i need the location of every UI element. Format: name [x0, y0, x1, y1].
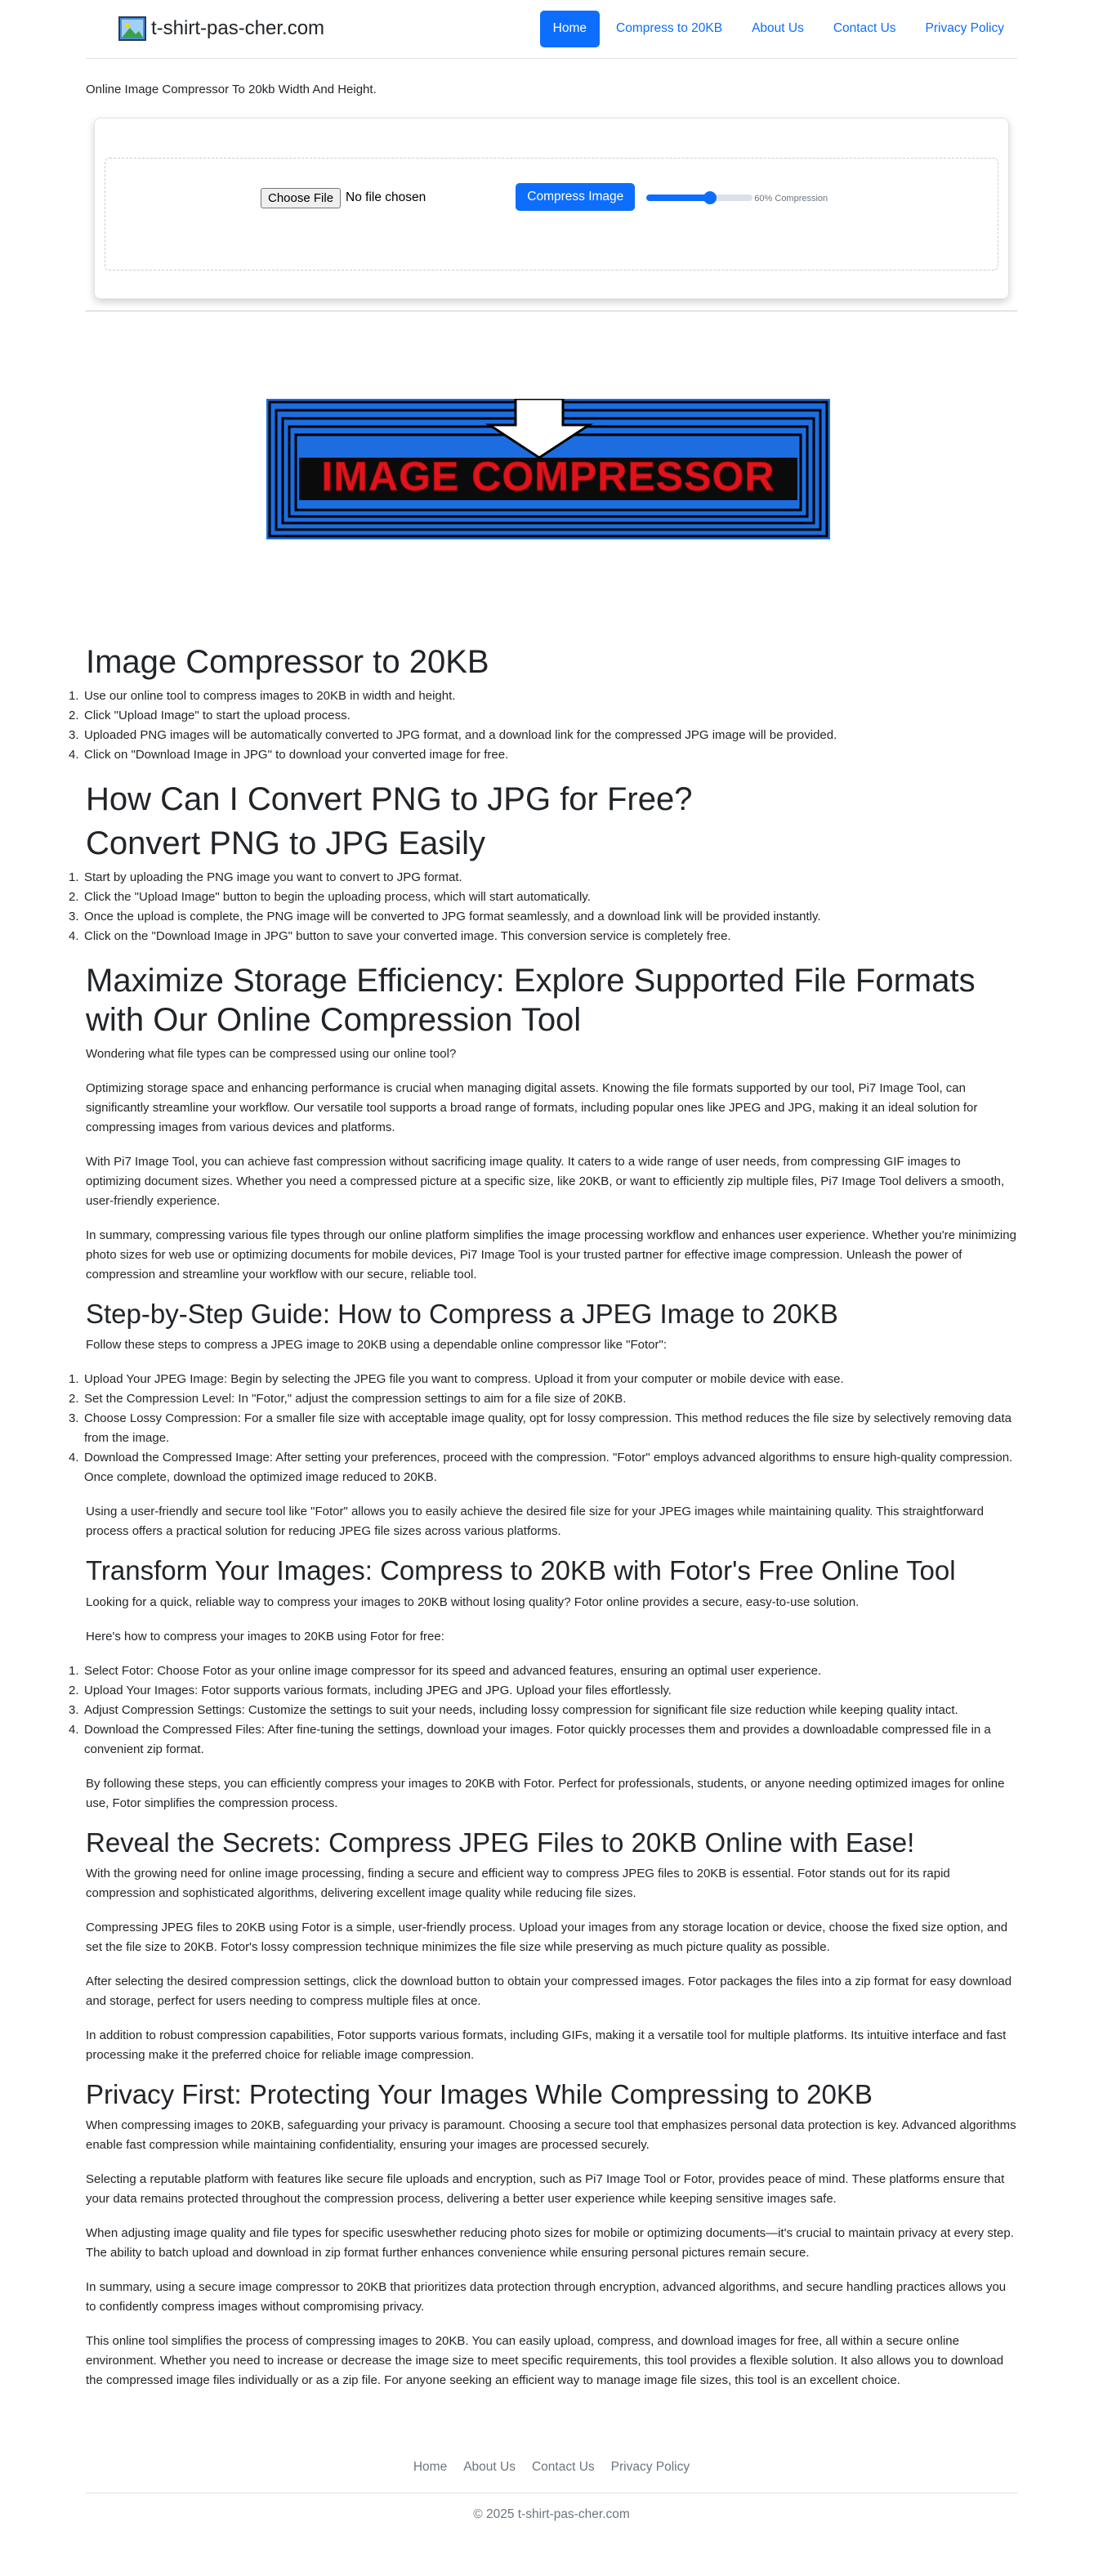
copyright: © 2025 t-shirt-pas-cher.com — [473, 2507, 630, 2521]
article — [69, 642, 1017, 2390]
paragraph: Using a user-friendly and secure tool like "Fotor" allows you to easily achieve the desired file size for your JPEG images while maintaining quality. This straightforward process offers a practical solution for reducing JPEG file sizes across various platforms. — [86, 1505, 984, 1539]
steps-list-jpeg — [69, 1370, 1017, 1487]
paragraph: In summary, using a secure image compressor to 20KB that prioritizes data protection through encryption, advanced algorithms, and secure handling practices allows you to confidently compress images without compromising privacy. — [86, 2280, 1007, 2314]
file-status: No file chosen — [346, 190, 426, 204]
brand-name[interactable]: t-shirt-pas-cher.com — [151, 17, 325, 40]
list-item: 1. Select Fotor: Choose Fotor as your online image compressor for its speed and advanced features, ensuring an optimal user experience. — [69, 1663, 822, 1678]
brand-logo-icon — [118, 16, 146, 41]
footer-link-home[interactable]: Home — [413, 2460, 448, 2474]
paragraph: This online tool simplifies the process of compressing images to 20KB. You can easily upload, compress, and download images for free, all within a secure online environment. Whether you need to increase or decrease the image size to meet specific requirements, this tool provides a flexible solution. It also allows you to download the compressed image files individually or as a zip file. For anyone seeking an efficient way to manage image file sizes, this tool is an excellent choice. — [86, 2334, 1004, 2387]
paragraph: Selecting a reputable platform with features like secure file uploads and encryption, such as Pi7 Image Tool or Fotor, provides peace of mind. These platforms ensure that your data remains protected throughout the compression process, delivering a better user experience while keeping sensitive images safe. — [86, 2172, 1005, 2206]
compress-image-button[interactable]: Compress Image — [516, 183, 635, 211]
list-item: 3. Adjust Compression Settings: Customize the settings to suit your needs, including lossy compression for significant file size reduction while keeping quality intact. — [69, 1702, 958, 1717]
uploader-card — [94, 118, 1009, 299]
paragraph: Compressing JPEG files to 20KB using Fotor is a simple, user-friendly process. Upload your images from any storage location or device, choose the fixed size option, and set the file size to 20KB. Fotor's lossy compression technique minimizes the file size while preserving as much picture quality as possible. — [86, 1920, 1008, 1954]
list-item: 4. Click on "Download Image in JPG" to download your converted image for free. — [69, 748, 509, 762]
list-item: 4. Click on the "Download Image in JPG" button to save your converted image. This conversion service is completely free. — [69, 929, 731, 943]
paragraph: Here's how to compress your images to 20KB using Fotor for free: — [86, 1629, 444, 1644]
nav-about-us[interactable]: About Us — [752, 21, 804, 36]
list-item: 2. Click the "Upload Image" button to begin the uploading process, which will start automatically. — [69, 890, 591, 904]
list-item: 2. Click "Upload Image" to start the upload process. — [69, 709, 351, 722]
compression-slider[interactable] — [646, 195, 752, 201]
paragraph: In addition to robust compression capabilities, Fotor supports various formats, including GIFs, making it a versatile tool for multiple platforms. Its intuitive interface and fast processing make it the preferred choice for reliable image compression. — [86, 2028, 1007, 2062]
list-item: 3. Uploaded PNG images will be automatically converted to JPG format, and a download link for the compressed JPG image will be provided. — [69, 728, 837, 742]
nav-home[interactable]: Home — [540, 11, 600, 47]
heading-reveal-secrets: Reveal the Secrets: Compress JPEG Files to 20KB Online with Ease! — [86, 1827, 915, 1858]
heading-transform-images: Transform Your Images: Compress to 20KB with Fotor's Free Online Tool — [86, 1555, 956, 1586]
paragraph: When adjusting image quality and file types for specific useswhether reducing photo sizes for mobile or optimizing documents—it's crucial to maintain privacy at every step. The ability to batch upload and download in zip format further enhances convenience while ensuring personal pictures remain secure. — [86, 2226, 1014, 2260]
banner-text: IMAGE COMPRESSOR — [321, 454, 775, 499]
heading-png-to-jpg-free: How Can I Convert PNG to JPG for Free? — [86, 781, 693, 817]
paragraph: With the growing need for online image processing, finding a secure and efficient way to compress JPEG files to 20KB is essential. Fotor stands out for its rapid compression and sophisticated algorithms, delivering excellent image quality while reducing file sizes. — [86, 1866, 950, 1900]
nav-privacy-policy[interactable]: Privacy Policy — [925, 21, 1004, 36]
steps-list-fotor — [69, 1661, 1017, 1760]
brand[interactable] — [118, 13, 324, 44]
footer-nav — [86, 2457, 1017, 2478]
compression-label: 60% Compression — [754, 194, 828, 204]
list-item: 2. Set the Compression Level: In "Fotor," adjust the compression settings to aim for a file size of 20KB. — [69, 1392, 627, 1407]
paragraph: In summary, compressing various file types through our online platform simplifies the image processing workflow and enhances user experience. Whether you're minimizing photo sizes for web use or optimizing documents for mobile devices, Pi7 Image Tool is your trusted partner for effective image compression. Unleash the power of compression and streamline your workflow with our secure, reliable tool. — [86, 1228, 1016, 1281]
footer-link-privacy-policy[interactable]: Privacy Policy — [610, 2460, 690, 2474]
heading-privacy-first: Privacy First: Protecting Your Images While Compressing to 20KB — [86, 2078, 873, 2109]
image-compressor-banner — [266, 399, 830, 539]
main-nav — [540, 11, 1017, 47]
compression-control — [646, 183, 828, 212]
list-item: 1. Upload Your JPEG Image: Begin by selecting the JPEG file you want to compress. Upload it from your computer or mobile device with ease. — [69, 1372, 844, 1387]
heading-compressor-20kb: Image Compressor to 20KB — [86, 644, 489, 680]
paragraph: With Pi7 Image Tool, you can achieve fast compression without sacrificing image quality. It caters to a wide range of user needs, from compressing GIF images to optimizing document sizes. Whether you need a compressed picture at a specific size, like 20KB, or want to efficiently zip multiple files, Pi7 Image Tool delivers a smooth, user-friendly experience. — [86, 1155, 1005, 1208]
heading-step-by-step-jpeg: Step-by-Step Guide: How to Compress a JPEG Image to 20KB — [86, 1299, 838, 1329]
list-item: 4. Download the Compressed Image: After setting your preferences, proceed with the compression. "Fotor" employs advanced algorithms to ensure high-quality compression. Once complete, download the optimized image reduced to 20KB. — [69, 1451, 1013, 1485]
paragraph: Wondering what file types can be compressed using our online tool? — [86, 1047, 457, 1061]
nav-compress-20kb[interactable]: Compress to 20KB — [616, 21, 723, 36]
navbar — [86, 0, 1017, 59]
paragraph: After selecting the desired compression settings, click the download button to obtain your compressed images. Fotor packages the files into a zip format for easy download and storage, perfect for users needing to compress multiple files at once. — [86, 1974, 1012, 2008]
list-item: 4. Download the Compressed Files: After fine-tuning the settings, download your images. Fotor quickly processes them and provides a downloadable compressed file in a convenient zip format. — [69, 1722, 991, 1756]
footer-link-about-us[interactable]: About Us — [463, 2460, 516, 2474]
list-item: 2. Upload Your Images: Fotor supports various formats, including JPEG and JPG. Upload your files effortlessly. — [69, 1683, 672, 1697]
paragraph: By following these steps, you can efficiently compress your images to 20KB with Fotor. Perfect for professionals, students, or anyone needing optimized images for online use, Fotor simplifies the compression process. — [86, 1776, 1005, 1810]
nav-contact-us[interactable]: Contact Us — [833, 21, 896, 36]
choose-file-button[interactable]: Choose File — [261, 188, 341, 208]
paragraph: Looking for a quick, reliable way to compress your images to 20KB without losing quality? Fotor online provides a secure, easy-to-use solution. — [86, 1594, 860, 1609]
compression-slider-thumb[interactable] — [703, 191, 717, 204]
heading-storage-efficiency: Maximize Storage Efficiency: Explore Supported File Formats with Our Online Compression Tool — [86, 963, 976, 1038]
list-item: 3. Once the upload is complete, the PNG image will be converted to JPG format seamlessly, and a download link will be provided instantly. — [69, 910, 821, 924]
list-item: 1. Use our online tool to compress images to 20KB in width and height. — [69, 689, 456, 703]
heading-convert-png-jpg: Convert PNG to JPG Easily — [86, 825, 486, 861]
steps-list-compressor — [69, 686, 1017, 765]
upload-dropzone[interactable] — [105, 158, 998, 271]
footer-link-contact-us[interactable]: Contact Us — [531, 2460, 595, 2474]
paragraph: When compressing images to 20KB, safeguarding your privacy is paramount. Choosing a secure tool that emphasizes personal data protection is key. Advanced algorithms enable fast compression while maintaining confidentiality, ensuring your images are processed securely. — [86, 2118, 1016, 2152]
steps-list-convert — [69, 868, 1017, 946]
intro-text: Online Image Compressor To 20kb Width And Height. — [86, 83, 377, 96]
paragraph: Follow these steps to compress a JPEG image to 20KB using a dependable online compressor like "Fotor": — [86, 1338, 668, 1353]
file-input[interactable] — [261, 183, 426, 212]
paragraph: Optimizing storage space and enhancing performance is crucial when managing digital assets. Knowing the file formats supported by our tool, Pi7 Image Tool, can significantly streamline your workflow. Our versatile tool supports a broad range of formats, including popular ones like JPEG and JPG, making it an ideal solution for compressing images from various devices and platforms. — [86, 1081, 978, 1134]
banner-area — [86, 311, 1017, 642]
list-item: 1. Start by uploading the PNG image you want to convert to JPG format. — [69, 870, 462, 884]
list-item: 3. Choose Lossy Compression: For a smaller file size with acceptable image quality, opt for lossy compression. This method reduces the file size by selectively removing data from the image. — [69, 1411, 1011, 1446]
